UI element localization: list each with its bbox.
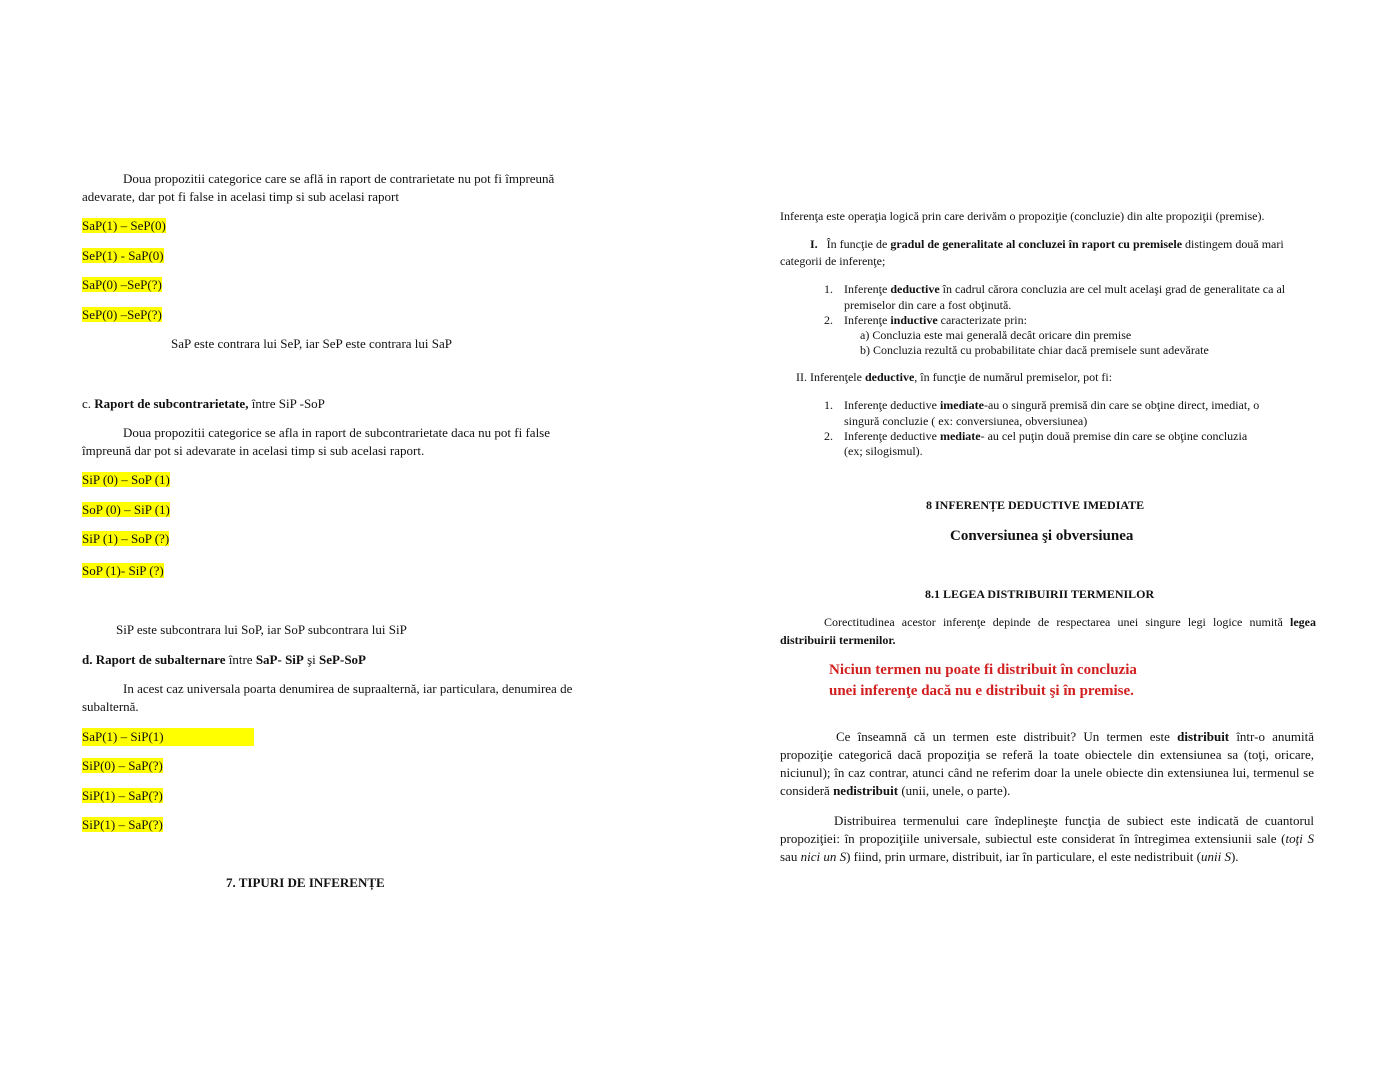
list-item-mediate-line2: (ex; silogismul). (844, 444, 923, 458)
distribuit-paragraph: Ce înseamnă că un termen este distribuit? Un termen este distribuit într-o anumită propoziţie categorică dacă propoziţia se referă la toate obiectele din extensiunea sa (toţi, oricare, niciunul); în caz contrar, atunci când ne referim doar la unele obiecte din extensiunea lui, termenul se consideră nedistribuit (unii, unele, o parte). (780, 729, 1315, 798)
list-item-imediate-line2: singură concluzie ( ex: conversiunea, obversiunea) (844, 414, 1088, 428)
list-item-deductive-line2: premiselor din care a fost obţinută. (844, 298, 1012, 312)
section-8-subtitle: Conversiunea şi obversiunea (950, 528, 1134, 544)
list-item-inductive: 2. Inferenţe inductive caracterizate prin: (824, 313, 1027, 327)
law-statement-line1: Niciun termen nu poate fi distribuit în concluzia (829, 662, 1137, 678)
law-statement-line2: unei inferenţe dacă nu e distribuit şi în premise. (829, 683, 1134, 699)
criterion-I: I. În funcţie de gradul de generalitate al concluzei în raport cu premisele distingem două mari (810, 237, 1284, 251)
section-8-1-heading: 8.1 LEGEA DISTRIBUIRII TERMENILOR (925, 587, 1155, 601)
heading-subcontrarietate: c. Raport de subcontrarietate, între SiP -SoP (82, 396, 325, 411)
subalternare-paragraph-line2: subalternă. (82, 699, 139, 714)
list-item-mediate: 2. Inferenţe deductive mediate- au cel puţin două premise din care se obţine concluzia (824, 429, 1248, 443)
subcontrarietate-rule-4: SoP (1)- SiP (?) (82, 563, 164, 578)
section-8-heading: 8 INFERENȚE DEDUCTIVE IMEDIATE (926, 498, 1145, 512)
subalternare-rule-2: SiP(0) – SaP(?) (82, 758, 163, 773)
subcontrarietate-paragraph-line2: împreună dar pot si adevarate in acelasi timp si sub acelasi raport. (82, 443, 425, 458)
legea-paragraph: Corectitudinea acestor inferenţe depinde de respectarea unei singure legi logice numită legea distribuirii termenilor. (780, 615, 1316, 647)
criterion-I-line2: categorii de inferenţe; (780, 254, 886, 268)
contrarietate-paragraph-line2: adevarate, dar pot fi false in acelasi timp si sub acelasi raport (82, 189, 399, 204)
subalternare-rule-4: SiP(1) – SaP(?) (82, 817, 163, 832)
right-page (780, 0, 1316, 1080)
subcontrarietate-rule-3: SiP (1) – SoP (?) (82, 531, 170, 546)
contrarietate-note: SaP este contrara lui SeP, iar SeP este contrara lui SaP (171, 336, 453, 351)
subalternare-rule-3: SiP(1) – SaP(?) (82, 788, 163, 803)
contrarietate-paragraph-line1: Doua propozitii categorice care se află in raport de contrarietate nu pot fi împreună (123, 171, 555, 186)
section-7-heading: 7. TIPURI DE INFERENȚE (226, 875, 385, 890)
subcontrarietate-rule-1: SiP (0) – SoP (1) (82, 472, 170, 487)
sublist-item-b: b) Concluzia rezultă cu probabilitate chiar dacă premisele sunt adevărate (860, 343, 1209, 357)
subcontrarietate-paragraph-line1: Doua propozitii categorice se afla in raport de subcontrarietate daca nu pot fi false (123, 425, 551, 440)
subalternare-rule-1: SaP(1) – SiP(1) (82, 728, 254, 746)
contrarietate-rule-3: SaP(0) –SeP(?) (82, 277, 162, 292)
criterion-II: II. Inferenţele deductive, în funcţie de numărul premiselor, pot fi: (796, 370, 1113, 384)
list-item-imediate: 1. Inferenţe deductive imediate-au o singură premisă din care se obţine direct, imediat, o (824, 398, 1260, 412)
contrarietate-rule-2: SeP(1) - SaP(0) (82, 248, 164, 263)
subiect-distribution-paragraph: Distribuirea termenului care îndeplineşte funcţia de subiect este indicată de cuantorul propoziţiei: în propoziţiile universale, subiectul este considerat în întregimea extensiunii sale (toţi S sau nici un S) fiind, prin urmare, distribuit, iar în particulare, el este nedistribuit (unii S). (780, 813, 1314, 864)
list-item-deductive: 1. Inferenţe deductive în cadrul cărora concluzia are cel mult acelaşi grad de generalitate ca al (824, 282, 1286, 296)
left-page (82, 0, 602, 1080)
inferenta-definition: Inferenţa este operaţia logică prin care derivăm o propoziţie (concluzie) din alte propoziţii (premise). (780, 209, 1265, 223)
subalternare-paragraph-line1: In acest caz universala poarta denumirea de supraalternă, iar particulara, denumirea de (123, 681, 573, 696)
contrarietate-rule-1: SaP(1) – SeP(0) (82, 218, 166, 233)
subcontrarietate-rule-2: SoP (0) – SiP (1) (82, 502, 170, 517)
sublist-item-a: a) Concluzia este mai generală decât oricare din premise (860, 328, 1132, 342)
contrarietate-rule-4: SeP(0) –SeP(?) (82, 307, 162, 322)
subcontrarietate-note: SiP este subcontrara lui SoP, iar SoP subcontrara lui SiP (116, 622, 407, 637)
heading-subalternare: d. Raport de subalternare între SaP- SiP şi SeP-SoP (82, 652, 366, 667)
